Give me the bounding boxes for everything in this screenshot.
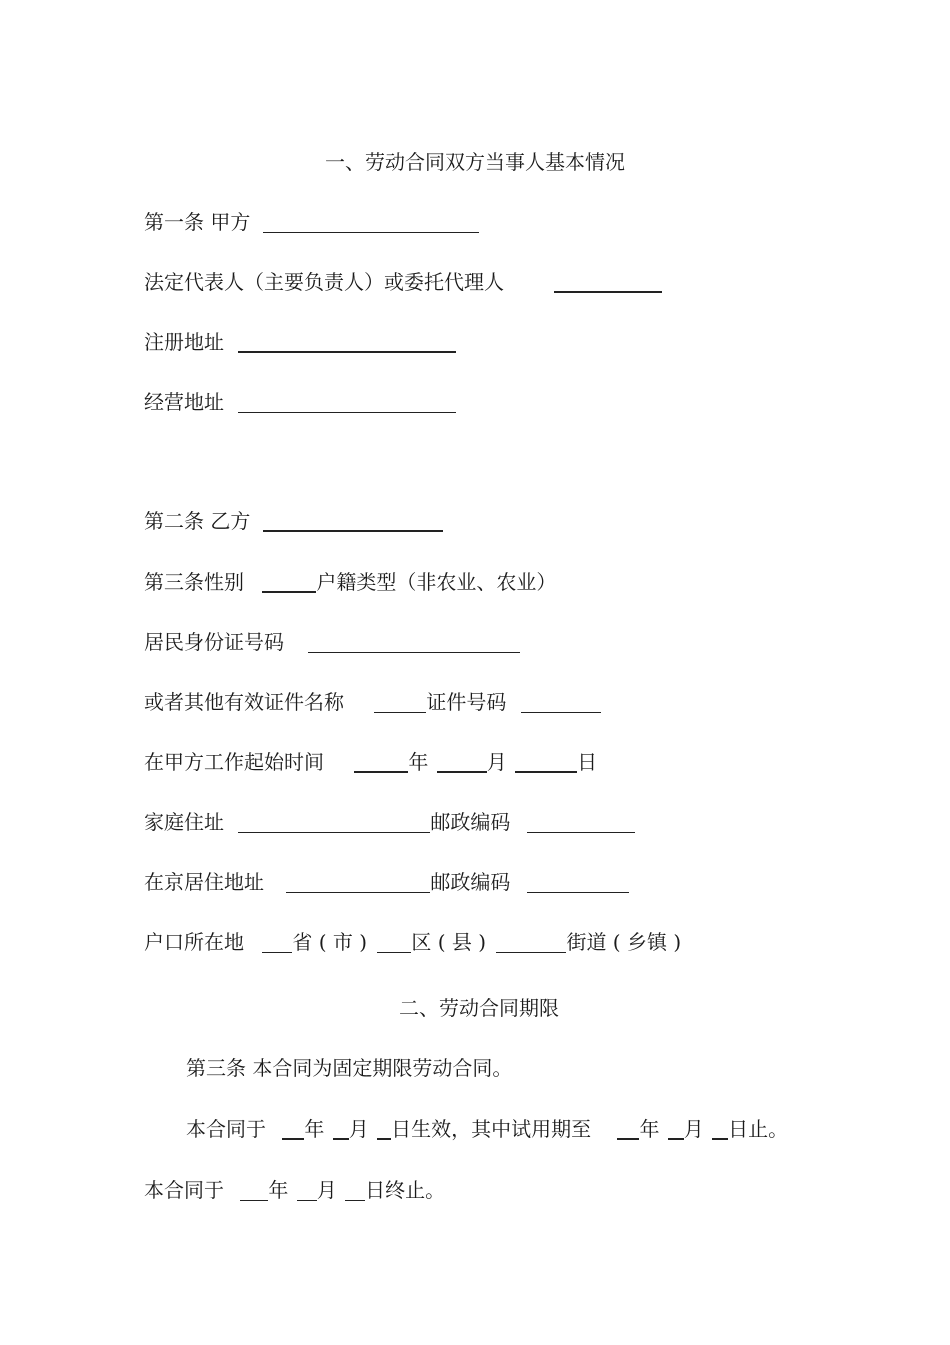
effective-day-label: 日生效，其中试用期至 <box>391 1117 592 1141</box>
beijing-address-blank[interactable] <box>286 872 430 893</box>
termination-day-blank[interactable] <box>345 1180 365 1201</box>
hukou-location-row <box>144 928 681 956</box>
section-1-title: 一、劳动合同双方当事人基本情况 <box>325 150 625 174</box>
party-a-row <box>144 208 479 236</box>
start-month-blank[interactable] <box>437 751 487 773</box>
district-blank[interactable] <box>377 932 411 953</box>
termination-row <box>144 1176 445 1204</box>
effective-year-label: 年 <box>304 1117 325 1141</box>
home-address-row <box>144 808 635 836</box>
party-b-blank[interactable] <box>263 510 443 532</box>
legal-rep-blank[interactable] <box>554 271 662 293</box>
start-month-label: 月 <box>486 750 507 774</box>
start-day-label: 日 <box>577 750 598 774</box>
gender-blank[interactable] <box>262 571 316 593</box>
probation-month-label: 月 <box>683 1117 704 1141</box>
probation-day-blank[interactable] <box>712 1118 728 1140</box>
probation-month-blank[interactable] <box>668 1118 684 1140</box>
other-id-number-blank[interactable] <box>521 692 601 713</box>
start-date-label: 在甲方工作起始时间 <box>144 750 324 774</box>
hukou-type-label: 户籍类型（非农业、农业） <box>316 570 557 594</box>
termination-end-label: 日终止。 <box>365 1178 446 1202</box>
party-b-row <box>144 507 443 535</box>
termination-month-blank[interactable] <box>297 1180 317 1201</box>
effective-row <box>186 1115 788 1143</box>
home-address-label: 家庭住址 <box>144 810 224 834</box>
street-blank[interactable] <box>496 932 566 953</box>
termination-year-label: 年 <box>268 1178 289 1202</box>
biz-address-blank[interactable] <box>238 392 456 413</box>
beijing-postcode-blank[interactable] <box>527 872 629 893</box>
gender-label: 第三条性别 <box>144 570 244 594</box>
legal-rep-row <box>144 268 662 296</box>
party-a-blank[interactable] <box>263 212 479 233</box>
province-blank[interactable] <box>262 932 292 953</box>
reg-address-row <box>144 328 456 356</box>
other-id-name-blank[interactable] <box>374 692 426 713</box>
article-3: 第三条 本合同为固定期限劳动合同。 <box>186 1056 513 1080</box>
legal-rep-label: 法定代表人（主要负责人）或委托代理人 <box>144 270 504 294</box>
home-postcode-label: 邮政编码 <box>430 810 511 834</box>
effective-prefix: 本合同于 <box>186 1117 266 1141</box>
biz-address-row <box>144 388 456 416</box>
probation-year-blank[interactable] <box>617 1118 639 1140</box>
party-a-label: 第一条 甲方 <box>144 210 251 234</box>
termination-month-label: 月 <box>316 1178 337 1202</box>
home-address-blank[interactable] <box>238 812 430 833</box>
effective-day-blank[interactable] <box>377 1118 391 1140</box>
probation-end-label: 日止。 <box>728 1117 789 1141</box>
party-b-label: 第二条 乙方 <box>144 509 251 533</box>
id-number-label: 居民身份证号码 <box>144 630 284 654</box>
reg-address-blank[interactable] <box>238 331 456 353</box>
reg-address-label: 注册地址 <box>144 330 224 354</box>
hukou-location-label: 户口所在地 <box>144 930 244 954</box>
start-year-blank[interactable] <box>354 751 408 773</box>
id-number-row <box>144 628 520 656</box>
province-label: 省 ( 市 ) <box>292 930 368 954</box>
section-2-title: 二、劳动合同期限 <box>399 996 559 1020</box>
termination-year-blank[interactable] <box>240 1180 268 1201</box>
gender-row <box>144 568 556 596</box>
other-id-number-label: 证件号码 <box>426 690 507 714</box>
start-year-label: 年 <box>408 750 429 774</box>
beijing-address-row <box>144 868 629 896</box>
biz-address-label: 经营地址 <box>144 390 224 414</box>
start-date-row <box>144 748 597 776</box>
effective-month-blank[interactable] <box>333 1118 349 1140</box>
other-id-label: 或者其他有效证件名称 <box>144 690 344 714</box>
beijing-address-label: 在京居住地址 <box>144 870 264 894</box>
probation-year-label: 年 <box>639 1117 660 1141</box>
beijing-postcode-label: 邮政编码 <box>430 870 511 894</box>
termination-prefix: 本合同于 <box>144 1178 224 1202</box>
id-number-blank[interactable] <box>308 632 520 653</box>
start-day-blank[interactable] <box>515 751 577 773</box>
effective-year-blank[interactable] <box>282 1118 304 1140</box>
home-postcode-blank[interactable] <box>527 812 635 833</box>
district-label: 区 ( 县 ) <box>411 930 487 954</box>
street-label: 街道 ( 乡镇 ) <box>566 930 682 954</box>
effective-month-label: 月 <box>348 1117 369 1141</box>
other-id-row <box>144 688 601 716</box>
